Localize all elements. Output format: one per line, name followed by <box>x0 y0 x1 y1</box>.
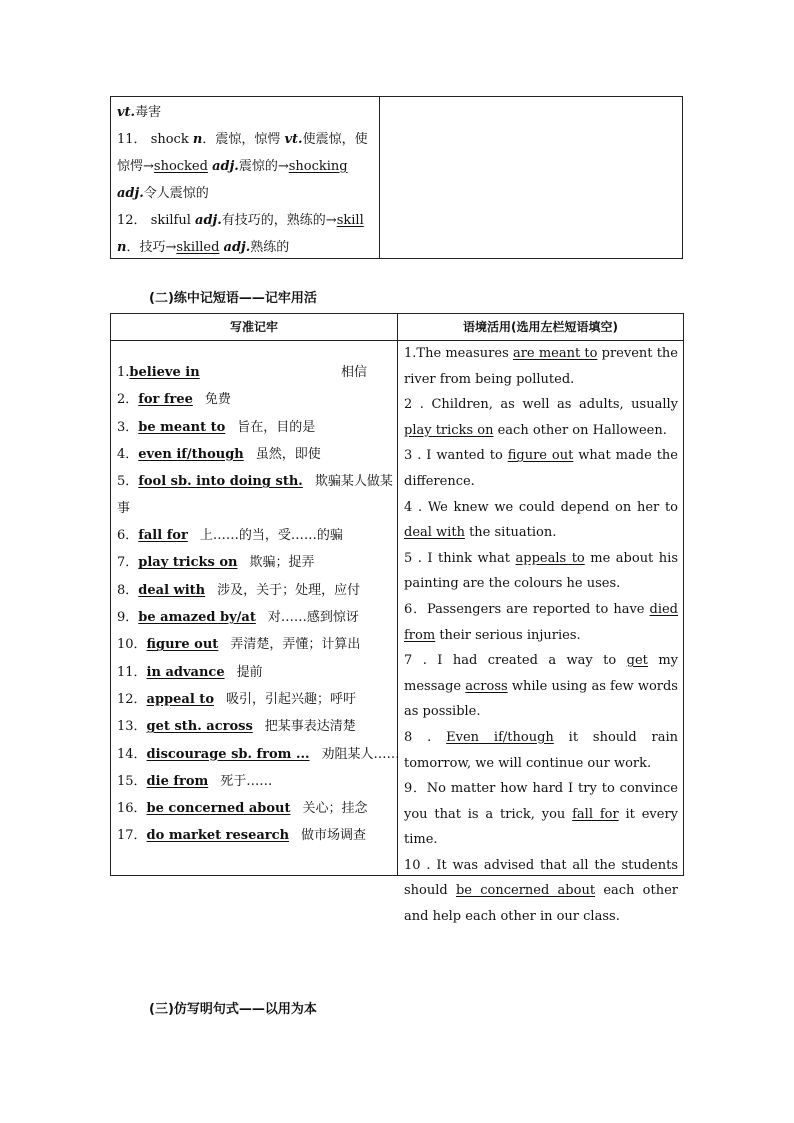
phrase-item: 10．figure out 弄清楚，弄懂；计算出 <box>117 637 361 653</box>
sentence-item: 1.The measures are meant to prevent the river from being polluted. <box>404 346 678 387</box>
phrase-table <box>110 313 684 925</box>
section3-title: (三)仿写明句式——以用为本 <box>149 1002 317 1017</box>
answer-blank: play tricks on <box>404 422 494 438</box>
phrase-item: 3．be meant to 旨在，目的是 <box>117 419 316 435</box>
phrase-item: 5．fool sb. into doing sth. 欺骗某人做某事 <box>117 474 393 517</box>
vocab-line-poison: vt.毒害 <box>117 105 162 120</box>
answer-skilled: skilled <box>176 240 220 255</box>
answer-blank: are meant to <box>512 346 598 361</box>
column-divider <box>397 314 398 875</box>
answer-shocking: shocking <box>288 159 348 174</box>
phrase-item: 16．be concerned about 关心；挂念 <box>117 801 368 817</box>
sentence-item: 8 . Even if/though it should rain tomorrow, we will continue our work. <box>404 729 679 771</box>
phrase-item: 15．die from 死于…… <box>117 773 273 789</box>
answer-blank: figure out <box>507 448 574 464</box>
sentence-list <box>404 341 678 930</box>
answer-blank: died from <box>404 601 678 643</box>
answer-blank: appeals to <box>515 550 585 566</box>
vocabulary-table <box>110 96 683 259</box>
phrase-item: 14．discourage sb. from ... 劝阻某人…… <box>117 746 400 762</box>
phrase-item: 11．in advance 提前 <box>117 664 263 680</box>
phrase-item: 1.believe in 相信 <box>117 365 368 380</box>
phrase-item: 2．for free 免费 <box>117 392 231 408</box>
answer-blank: be concerned about <box>455 883 596 899</box>
phrase-item: 6．fall for 上……的当，受……的骗 <box>117 528 343 544</box>
answer-shocked: shocked <box>153 159 208 174</box>
sentence-item: 9．No matter how hard I try to convince you that is a trick, you fall for it every time. <box>404 781 679 848</box>
header-right: 语境活用(选用左栏短语填空) <box>463 320 618 334</box>
phrase-item: 4．even if/though 虽然，即使 <box>117 446 321 462</box>
phrase-item: 12．appeal to 吸引，引起兴趣；呼吁 <box>117 691 356 707</box>
phrase-list <box>117 359 400 850</box>
sentence-item: 10 . It was advised that all the students should be concerned about each other and help each other in our class. <box>404 857 678 925</box>
answer-skill: skill <box>336 213 364 228</box>
sentence-item: 2 . Children, as well as adults, usually play tricks on each other on Halloween. <box>404 397 678 438</box>
phrase-item: 7．play tricks on 欺骗；捉弄 <box>117 555 315 571</box>
sentence-item: 4 . We knew we could depend on her to deal with the situation. <box>404 499 678 541</box>
answer-blank: deal with <box>404 525 465 541</box>
answer-blank: fall for <box>572 806 619 822</box>
sentence-item: 5 . I think what appeals to me about his painting are the colours he uses. <box>404 550 678 592</box>
sentence-item: 3 . I wanted to figure out what made the difference. <box>404 448 678 489</box>
vocab-item-skilful: 12． skilful adj.有技巧的，熟练的→skill n．技巧→skilled adj.熟练的 <box>117 213 364 255</box>
phrase-item: 9．be amazed by/at 对……感到惊讶 <box>117 610 359 626</box>
phrase-item: 17．do market research 做市场调查 <box>117 828 367 844</box>
phrase-item: 8．deal with 涉及，关于；处理，应付 <box>117 582 361 598</box>
sentence-item: 6．Passengers are reported to have died from their serious injuries. <box>404 601 678 643</box>
vocabulary-cell <box>111 97 380 258</box>
header-left: 写准记牢 <box>229 320 278 334</box>
vocab-item-shock: 11． shock n．震惊，惊愕 vt.使震惊，使惊愕→shocked adj.震惊的→shocking adj.令人震惊的 <box>117 132 368 201</box>
sentence-item: 7 . I had created a way to get my message across while using as few words as possible. <box>404 653 678 720</box>
section2-title: (二)练中记短语——记牢用活 <box>149 291 317 306</box>
phrase-item: 13．get sth. across 把某事表达清楚 <box>117 719 356 735</box>
answer-blank: get <box>626 653 648 669</box>
answer-blank: Even if/though <box>446 729 554 745</box>
answer-blank: across <box>465 678 508 694</box>
